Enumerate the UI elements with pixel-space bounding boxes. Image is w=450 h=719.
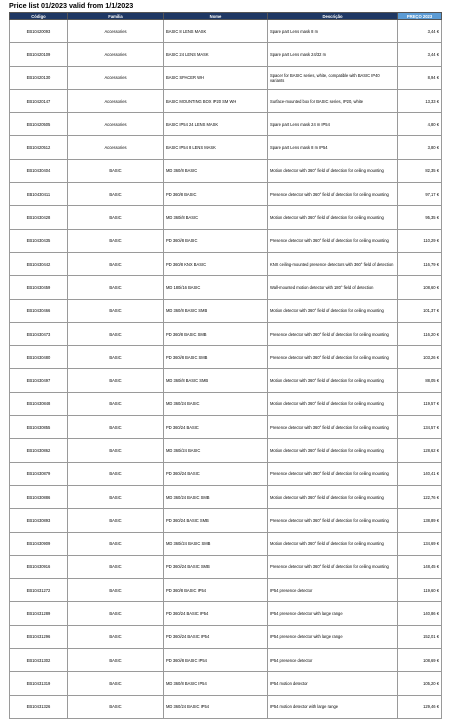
table-row (10, 462, 442, 485)
cell-name: MD 360/24 BASIC SMB (164, 485, 268, 508)
cell-price: 140,86 € (398, 602, 442, 625)
cell-code: EB10430466 (10, 299, 68, 322)
cell-price: 3,44 € (398, 43, 442, 66)
cell-price: 134,57 € (398, 416, 442, 439)
table-row (10, 416, 442, 439)
table-row (10, 322, 442, 345)
table-row (10, 649, 442, 672)
cell-price: 138,89 € (398, 509, 442, 532)
table-row (10, 439, 442, 462)
cell-code: EB10430916 (10, 555, 68, 578)
cell-name: BASIC IP54 8 LENS MASK (164, 136, 268, 159)
table-row (10, 602, 442, 625)
cell-family: BASIC (68, 695, 164, 718)
cell-name: MD 360/8 BASIC SMB (164, 299, 268, 322)
cell-description: Motion detector with 360° field of detection for ceiling mounting (268, 369, 398, 392)
cell-family: BASIC (68, 602, 164, 625)
cell-description: Presence detector with 360° field of detection for ceiling mounting (268, 322, 398, 345)
cell-description: IP54 presence detector (268, 649, 398, 672)
cell-code: EB10431319 (10, 672, 68, 695)
cell-family: BASIC (68, 509, 164, 532)
cell-price: 129,46 € (398, 695, 442, 718)
cell-price: 116,79 € (398, 252, 442, 275)
cell-name: PD 360i/8 BASIC SMB (164, 346, 268, 369)
cell-family: Accessories (68, 43, 164, 66)
cell-code: EB10430459 (10, 276, 68, 299)
cell-description: Motion detector with 360° field of detection for ceiling mounting (268, 532, 398, 555)
cell-name: PD 360/8 BASIC IP54 (164, 579, 268, 602)
cell-description: IP54 presence detector with large range (268, 602, 398, 625)
cell-family: Accessories (68, 20, 164, 43)
cell-name: MD 360i/24 BASIC SMB (164, 532, 268, 555)
table-row (10, 346, 442, 369)
table-row (10, 136, 442, 159)
cell-name: PD 360i/24 BASIC (164, 462, 268, 485)
cell-code: EB10420505 (10, 113, 68, 136)
cell-price: 95,35 € (398, 206, 442, 229)
cell-description: Motion detector with 360° field of detection for ceiling mounting (268, 206, 398, 229)
cell-code: EB10430893 (10, 509, 68, 532)
cell-code: EB10430862 (10, 439, 68, 462)
cell-family: BASIC (68, 346, 164, 369)
cell-name: BASIC 24 LENS MASK (164, 43, 268, 66)
cell-description: Spacer for BASIC series, white, compatible with BASIC IP40 variants (268, 66, 398, 89)
header-code: Código (10, 13, 68, 20)
cell-price: 8,94 € (398, 66, 442, 89)
cell-name: BASIC SPACER WH (164, 66, 268, 89)
cell-name: MD 360/8 BASIC IP54 (164, 672, 268, 695)
table-row (10, 695, 442, 718)
cell-description: IP54 motion detector with large range (268, 695, 398, 718)
cell-description: IP54 presence detector with large range (268, 625, 398, 648)
cell-description: IP54 presence detector (268, 579, 398, 602)
cell-description: Motion detector with 360° field of detection for ceiling mounting (268, 392, 398, 415)
cell-code: EB10420147 (10, 89, 68, 112)
cell-description: Presence detector with 360° field of detection for ceiling mounting (268, 183, 398, 206)
cell-name: PD 360/8 KNX BASIC (164, 252, 268, 275)
header-price: PREÇO 2023 (398, 13, 442, 20)
cell-code: EB10430435 (10, 229, 68, 252)
price-table (9, 12, 442, 719)
cell-code: EB10420109 (10, 43, 68, 66)
cell-name: MD 360/8 BASIC (164, 159, 268, 182)
cell-price: 140,41 € (398, 462, 442, 485)
cell-code: EB10431302 (10, 649, 68, 672)
table-row (10, 229, 442, 252)
cell-family: BASIC (68, 439, 164, 462)
cell-name: BASIC 8 LENS MASK (164, 20, 268, 43)
table-row (10, 555, 442, 578)
header-name: Nome (164, 13, 268, 20)
page-title: Price list 01/2023 valid from 1/1/2023 (9, 1, 134, 10)
cell-family: Accessories (68, 113, 164, 136)
cell-name: PD 360/24 BASIC (164, 416, 268, 439)
table-row (10, 672, 442, 695)
table-row (10, 276, 442, 299)
cell-description: Spare part Lens mask 24 m IP54 (268, 113, 398, 136)
cell-code: EB10430428 (10, 206, 68, 229)
cell-family: BASIC (68, 276, 164, 299)
cell-code: EB10430497 (10, 369, 68, 392)
cell-description: Presence detector with 360° field of detection for ceiling mounting (268, 555, 398, 578)
cell-description: Motion detector with 360° field of detection for ceiling mounting (268, 299, 398, 322)
cell-price: 97,17 € (398, 183, 442, 206)
cell-family: BASIC (68, 299, 164, 322)
cell-family: BASIC (68, 392, 164, 415)
cell-name: BASIC IP54 24 LENS MASK (164, 113, 268, 136)
table-row (10, 532, 442, 555)
cell-family: Accessories (68, 66, 164, 89)
table-row (10, 43, 442, 66)
cell-code: EB10430411 (10, 183, 68, 206)
cell-name: MD 360i/8 BASIC (164, 206, 268, 229)
cell-code: EB10431289 (10, 602, 68, 625)
table-row (10, 183, 442, 206)
cell-price: 119,60 € (398, 579, 442, 602)
table-row (10, 369, 442, 392)
cell-name: PD 360/8 BASIC SMB (164, 322, 268, 345)
cell-family: BASIC (68, 416, 164, 439)
cell-code: EB10430404 (10, 159, 68, 182)
cell-description: Motion detector with 360° field of detection for ceiling mounting (268, 485, 398, 508)
cell-price: 3,80 € (398, 136, 442, 159)
cell-price: 148,45 € (398, 555, 442, 578)
table-row (10, 66, 442, 89)
cell-name: PD 360i/24 BASIC IP54 (164, 625, 268, 648)
cell-name: MD 180i/16 BASIC (164, 276, 268, 299)
cell-family: BASIC (68, 649, 164, 672)
cell-family: BASIC (68, 322, 164, 345)
cell-code: EB10430848 (10, 392, 68, 415)
cell-family: BASIC (68, 229, 164, 252)
table-header-row (10, 13, 442, 20)
cell-description: Surface-mounted box for BASIC series, IP20, white (268, 89, 398, 112)
table-row (10, 485, 442, 508)
cell-description: Presence detector with 360° field of detection for ceiling mounting (268, 509, 398, 532)
cell-name: PD 360/24 BASIC SMB (164, 509, 268, 532)
cell-description: Spare part Lens mask 24/32 m (268, 43, 398, 66)
table-row (10, 206, 442, 229)
cell-family: BASIC (68, 252, 164, 275)
cell-price: 122,76 € (398, 485, 442, 508)
cell-code: EB10420130 (10, 66, 68, 89)
cell-name: PD 360i/8 BASIC IP54 (164, 649, 268, 672)
cell-description: Wall-mounted motion detector with 180° field of detection (268, 276, 398, 299)
cell-price: 88,05 € (398, 369, 442, 392)
cell-family: BASIC (68, 672, 164, 695)
cell-code: EB10430909 (10, 532, 68, 555)
cell-price: 101,37 € (398, 299, 442, 322)
cell-code: EB10430886 (10, 485, 68, 508)
cell-family: BASIC (68, 159, 164, 182)
table-body (10, 20, 442, 719)
cell-name: MD 360i/24 BASIC (164, 439, 268, 462)
cell-price: 110,29 € (398, 229, 442, 252)
cell-family: BASIC (68, 206, 164, 229)
cell-family: BASIC (68, 555, 164, 578)
cell-name: MD 360/24 BASIC (164, 392, 268, 415)
cell-name: PD 360/24 BASIC IP54 (164, 602, 268, 625)
cell-description: Presence detector with 360° field of detection for ceiling mounting (268, 346, 398, 369)
cell-description: Presence detector with 360° field of detection for ceiling mounting (268, 462, 398, 485)
cell-code: EB10430879 (10, 462, 68, 485)
cell-description: IP54 motion detector (268, 672, 398, 695)
cell-description: Motion detector with 360° field of detection for ceiling mounting (268, 159, 398, 182)
cell-description: KNX ceiling-mounted presence detectors with 360° field of detection (268, 252, 398, 275)
header-description: Descrição (268, 13, 398, 20)
table-row (10, 392, 442, 415)
cell-name: PD 360i/24 BASIC SMB (164, 555, 268, 578)
table-row (10, 299, 442, 322)
cell-name: BASIC MOUNTING BOX IP20 SM WH (164, 89, 268, 112)
cell-price: 82,35 € (398, 159, 442, 182)
header-family: Familia (68, 13, 164, 20)
cell-code: EB10430473 (10, 322, 68, 345)
cell-code: EB10431296 (10, 625, 68, 648)
cell-description: Presence detector with 360° field of detection for ceiling mounting (268, 229, 398, 252)
cell-code: EB10430855 (10, 416, 68, 439)
cell-family: BASIC (68, 369, 164, 392)
table-row (10, 89, 442, 112)
cell-name: PD 360i/8 BASIC (164, 229, 268, 252)
cell-price: 119,57 € (398, 392, 442, 415)
cell-name: MD 360i/8 BASIC SMB (164, 369, 268, 392)
cell-price: 134,69 € (398, 532, 442, 555)
table-row (10, 113, 442, 136)
cell-family: BASIC (68, 462, 164, 485)
cell-price: 108,60 € (398, 276, 442, 299)
cell-price: 3,44 € (398, 20, 442, 43)
cell-description: Spare part Lens mask 8 m IP54 (268, 136, 398, 159)
cell-code: EB10431326 (10, 695, 68, 718)
cell-code: EB10430480 (10, 346, 68, 369)
cell-price: 152,01 € (398, 625, 442, 648)
cell-description: Motion detector with 360° field of detection for ceiling mounting (268, 439, 398, 462)
cell-family: BASIC (68, 183, 164, 206)
cell-family: BASIC (68, 485, 164, 508)
cell-family: BASIC (68, 625, 164, 648)
cell-description: Spare part Lens mask 8 m (268, 20, 398, 43)
table-row (10, 509, 442, 532)
cell-family: BASIC (68, 532, 164, 555)
table-row (10, 252, 442, 275)
cell-price: 116,20 € (398, 322, 442, 345)
cell-price: 105,20 € (398, 672, 442, 695)
cell-code: EB10431272 (10, 579, 68, 602)
cell-family: BASIC (68, 579, 164, 602)
cell-price: 13,33 € (398, 89, 442, 112)
cell-price: 103,26 € (398, 346, 442, 369)
cell-description: Presence detector with 360° field of detection for ceiling mounting (268, 416, 398, 439)
cell-code: EB10420093 (10, 20, 68, 43)
cell-name: PD 360/8 BASIC (164, 183, 268, 206)
cell-name: MD 360/24 BASIC IP54 (164, 695, 268, 718)
table-row (10, 159, 442, 182)
table-row (10, 20, 442, 43)
cell-code: EB10420512 (10, 136, 68, 159)
cell-code: EB10430442 (10, 252, 68, 275)
cell-family: Accessories (68, 136, 164, 159)
cell-price: 4,80 € (398, 113, 442, 136)
cell-family: Accessories (68, 89, 164, 112)
cell-price: 108,69 € (398, 649, 442, 672)
cell-price: 128,62 € (398, 439, 442, 462)
table-row (10, 579, 442, 602)
